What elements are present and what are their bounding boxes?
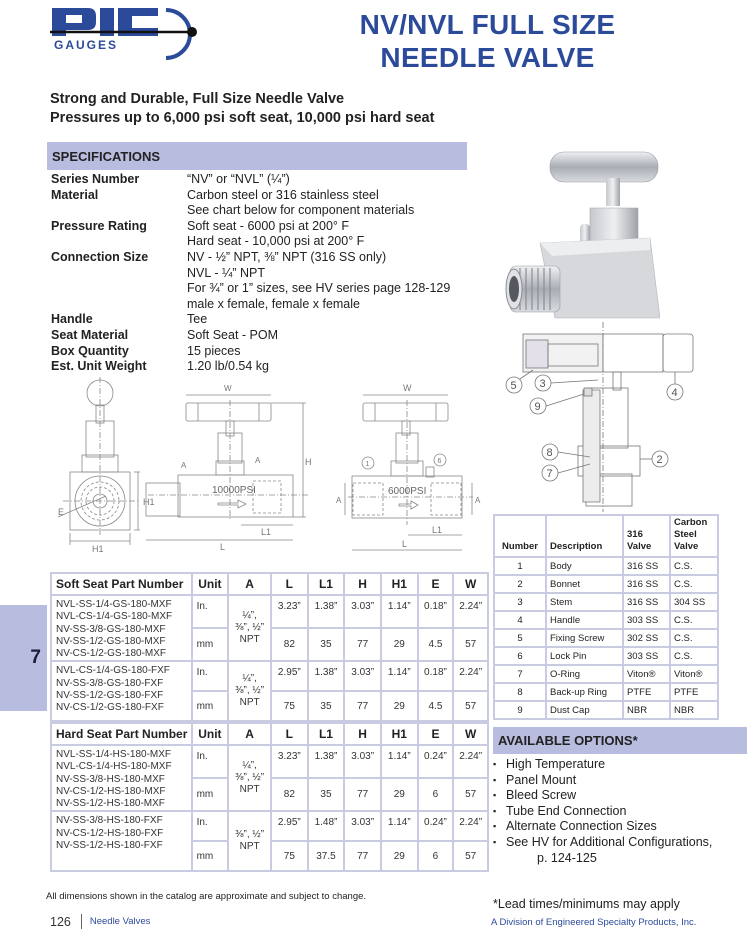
connection-size-cell xyxy=(228,811,271,871)
dim-value-inch: 2.24” xyxy=(453,811,488,841)
callout-6: 6 xyxy=(437,458,442,465)
connection-size-line: ⅜”, ½” xyxy=(235,622,265,634)
dim-value-inch: 3.03” xyxy=(344,595,381,628)
side-view-drawing-fxf xyxy=(345,395,473,550)
part-number: NVL-SS-1/4-HS-180-MXF xyxy=(56,749,172,760)
option-label: High Temperature xyxy=(506,757,606,771)
spec-values xyxy=(187,250,450,312)
col-hard-seat-part-number: Hard Seat Part Number xyxy=(51,723,192,745)
dim-value-mm: 35 xyxy=(308,691,345,721)
unit-mm: mm xyxy=(192,628,229,661)
component-number: 7 xyxy=(494,665,546,683)
part-row-inch xyxy=(51,661,488,691)
hard-seat-table xyxy=(50,722,489,872)
component-316-material: 316 SS xyxy=(623,575,670,593)
unit-inch: In. xyxy=(192,811,229,841)
part-number: NV-SS-1/2-GS-180-FXF xyxy=(56,690,164,702)
option-item-continuation: p. 124-125 xyxy=(537,850,597,865)
dim-value-mm: 35 xyxy=(308,778,345,811)
part-number: NV-SS-3/8-GS-180-MXF xyxy=(56,623,166,635)
dim-value-mm: 82 xyxy=(271,778,308,811)
disclaimer: All dimensions shown in the catalog are approximate and subject to change. xyxy=(46,891,367,902)
title-line-1: NV/NVL FULL SIZE xyxy=(359,9,616,40)
spec-value: Hard seat - 10,000 psi at 200° F xyxy=(187,234,365,249)
option-label: Panel Mount xyxy=(506,772,577,787)
spec-row xyxy=(51,312,471,328)
component-row xyxy=(494,701,718,719)
component-number: 5 xyxy=(494,629,546,647)
part-number: NV-SS-3/8-GS-180-FXF xyxy=(56,677,164,689)
dim-value-mm: 57 xyxy=(453,628,488,661)
callout-9: 9 xyxy=(534,401,541,413)
part-number: NV-SS-3/8-HS-180-FXF xyxy=(56,815,163,827)
component-316-material: Viton® xyxy=(623,665,670,683)
spec-row xyxy=(51,328,471,344)
dim-value-mm: 75 xyxy=(271,841,308,871)
col-a: A xyxy=(228,723,271,745)
bullet-icon: ▪ xyxy=(493,759,497,769)
spec-value: 1.20 lb/0.54 kg xyxy=(187,359,270,374)
component-number: 1 xyxy=(494,557,546,575)
dim-value-mm: 77 xyxy=(344,691,381,721)
callout-2: 2 xyxy=(656,454,663,466)
spec-value: Soft Seat - POM xyxy=(187,327,279,342)
spec-values xyxy=(187,219,364,250)
part-number: NVL-CS-1/4-GS-180-MXF xyxy=(56,611,173,623)
dim-value-inch: 1.38” xyxy=(308,661,345,691)
dim-label-a-soft-right: A xyxy=(475,496,481,505)
dim-value-mm: 37.5 xyxy=(308,841,345,871)
dim-value-inch: 2.24” xyxy=(453,745,488,778)
component-316-material: 316 SS xyxy=(623,557,670,575)
part-row-inch xyxy=(51,811,488,841)
part-number: NV-CS-1/2-GS-180-FXF xyxy=(56,702,164,714)
dim-value-mm: 77 xyxy=(344,841,381,871)
part-number: NV-SS-1/2-GS-180-MXF xyxy=(56,635,166,647)
component-cs-material: C.S. xyxy=(670,611,718,629)
connection-size-line: ⅜”, ½” xyxy=(235,772,265,784)
dimension-drawings xyxy=(48,375,488,555)
callout-1: 1 xyxy=(365,461,370,468)
spec-values xyxy=(187,172,290,188)
page-number: 126 xyxy=(50,914,71,929)
connection-size-line: ¼”, xyxy=(242,760,257,772)
page-footer xyxy=(50,914,150,929)
dim-value-inch: 3.03” xyxy=(344,745,381,778)
col-l1: L1 xyxy=(308,573,345,595)
component-cs-material: 304 SS xyxy=(670,593,718,611)
component-description: Dust Cap xyxy=(546,701,623,719)
dim-value-mm: 77 xyxy=(344,628,381,661)
bullet-icon: ▪ xyxy=(493,790,497,801)
unit-mm: mm xyxy=(192,841,229,871)
connection-size-line: ⅜”, ½” xyxy=(235,685,265,697)
spec-row xyxy=(51,359,471,375)
part-number: NV-SS-1/2-HS-180-MXF xyxy=(56,798,165,810)
logo-subtext: GAUGES xyxy=(54,38,119,52)
component-description: Lock Pin xyxy=(546,647,623,665)
dim-value-mm: 4.5 xyxy=(418,628,454,661)
col-e: E xyxy=(418,573,454,595)
spec-value: male x female, female x female xyxy=(187,296,360,311)
component-cs-material: C.S. xyxy=(670,629,718,647)
col-l: L xyxy=(271,723,308,745)
connection-size-line: NPT xyxy=(239,697,260,709)
spec-row xyxy=(51,344,471,360)
spec-row xyxy=(51,219,471,250)
col-unit: Unit xyxy=(192,573,229,595)
dim-value-mm: 4.5 xyxy=(418,691,454,721)
component-description: Body xyxy=(546,557,623,575)
spec-value: Soft seat - 6000 psi at 200° F xyxy=(187,218,350,233)
dim-value-inch: 1.38” xyxy=(308,595,345,628)
part-numbers-cell xyxy=(51,745,192,811)
dim-value-inch: 0.24” xyxy=(418,811,454,841)
component-number: 2 xyxy=(494,575,546,593)
connection-size-line: ¼”, xyxy=(242,610,257,622)
dim-label-a-left: A xyxy=(181,461,187,470)
dim-value-inch: 1.14” xyxy=(381,661,418,691)
dim-value-mm: 57 xyxy=(453,691,488,721)
component-cs-material: Viton® xyxy=(670,665,718,683)
spec-label: Series Number xyxy=(51,172,140,186)
dim-label-h1-bottom: H1 xyxy=(92,544,104,554)
connection-size-cell xyxy=(228,595,271,661)
unit-inch: In. xyxy=(192,661,229,691)
component-number: 6 xyxy=(494,647,546,665)
spec-label: Seat Material xyxy=(51,327,129,342)
dim-value-inch: 2.24” xyxy=(453,595,488,628)
spec-value: See chart below for component materials xyxy=(187,203,415,218)
spec-row xyxy=(51,250,471,312)
dim-label-w-soft: W xyxy=(403,383,412,393)
chapter-tab: 7 xyxy=(0,605,47,711)
component-316-material: PTFE xyxy=(623,683,670,701)
dim-value-inch: 1.14” xyxy=(381,811,418,841)
option-item xyxy=(493,773,712,789)
part-number: NV-SS-1/2-HS-180-FXF xyxy=(56,840,163,852)
soft-seat-pressure-label: 6000PSI xyxy=(388,486,427,497)
dim-value-mm: 82 xyxy=(271,628,308,661)
dim-value-inch: 2.95” xyxy=(271,661,308,691)
front-view-drawing xyxy=(58,377,140,545)
spec-row xyxy=(51,188,471,219)
component-row xyxy=(494,647,718,665)
part-number: NVL-SS-1/4-GS-180-MXF xyxy=(56,599,172,610)
dim-value-inch: 1.48” xyxy=(308,811,345,841)
spec-values xyxy=(187,188,414,219)
component-row xyxy=(494,683,718,701)
spec-values xyxy=(187,359,269,375)
col-description: Description xyxy=(546,515,623,557)
part-number: NV-CS-1/2-HS-180-MXF xyxy=(56,785,166,797)
dim-value-inch: 3.23” xyxy=(271,595,308,628)
connection-size-line: NPT xyxy=(239,634,260,646)
dim-label-e: E xyxy=(58,507,65,517)
spec-values xyxy=(187,344,241,360)
component-number: 9 xyxy=(494,701,546,719)
option-label: Tube End Connection xyxy=(506,803,627,818)
component-description: Handle xyxy=(546,611,623,629)
hard-seat-header-row xyxy=(51,723,488,745)
spec-label: Handle xyxy=(51,312,93,327)
spec-label: Pressure Rating xyxy=(51,218,147,233)
unit-inch: In. xyxy=(192,745,229,778)
component-cs-material: C.S. xyxy=(670,575,718,593)
spec-value: 15 pieces xyxy=(187,343,241,358)
spec-values xyxy=(187,312,207,328)
connection-size-cell xyxy=(228,661,271,721)
dim-value-inch: 3.03” xyxy=(344,811,381,841)
spec-value: “NV” or “NVL” (¼”) xyxy=(187,172,290,186)
col-316-valve: 316 Valve xyxy=(623,515,670,557)
dim-value-mm: 75 xyxy=(271,691,308,721)
component-description: O-Ring xyxy=(546,665,623,683)
footer-section-name: Needle Valves xyxy=(89,916,151,927)
col-h1: H1 xyxy=(381,573,418,595)
component-316-material: 302 SS xyxy=(623,629,670,647)
part-number: NV-SS-3/8-HS-180-MXF xyxy=(56,773,165,785)
dim-value-mm: 6 xyxy=(418,841,454,871)
dim-value-mm: 6 xyxy=(418,778,454,811)
part-row-inch xyxy=(51,595,488,628)
dim-value-mm: 57 xyxy=(453,778,488,811)
hard-seat-pressure-label: 10000PSI xyxy=(212,485,256,496)
component-description: Stem xyxy=(546,593,623,611)
dim-label-h1-side: H1 xyxy=(143,497,155,507)
subtitle-line-1: Strong and Durable, Full Size Needle Valve xyxy=(50,91,345,107)
col-h1: H1 xyxy=(381,723,418,745)
dim-label-l-soft: L xyxy=(402,539,408,549)
dim-value-inch: 0.18” xyxy=(418,661,454,691)
option-item xyxy=(493,788,712,804)
components-header-row xyxy=(494,515,718,557)
cross-section-drawing xyxy=(498,322,703,512)
option-item xyxy=(493,757,712,773)
soft-seat-header-row xyxy=(51,573,488,595)
dim-value-mm: 29 xyxy=(381,841,418,871)
col-h: H xyxy=(344,573,381,595)
unit-mm: mm xyxy=(192,778,229,811)
part-numbers-cell xyxy=(51,661,192,721)
options-list xyxy=(493,757,712,866)
component-number: 3 xyxy=(494,593,546,611)
component-row xyxy=(494,575,718,593)
part-number: NV-CS-1/2-GS-180-MXF xyxy=(56,648,167,660)
subtitle xyxy=(50,90,434,128)
col-w: W xyxy=(453,573,488,595)
bullet-icon: ▪ xyxy=(493,774,497,785)
part-numbers-cell xyxy=(51,595,192,661)
bullet-icon: ▪ xyxy=(493,805,497,816)
callout-7: 7 xyxy=(546,468,553,480)
bullet-icon: ▪ xyxy=(493,821,497,832)
part-number: NVL-CS-1/4-GS-180-FXF xyxy=(56,665,170,677)
component-description: Back-up Ring xyxy=(546,683,623,701)
component-row xyxy=(494,665,718,683)
pic-gauges-logo xyxy=(48,2,228,64)
spec-value: Carbon steel or 316 stainless steel xyxy=(187,187,379,202)
dim-label-a-right: A xyxy=(255,456,261,465)
spec-value: NVL - ¼” NPT xyxy=(187,265,266,280)
component-cs-material: PTFE xyxy=(670,683,718,701)
callout-5: 5 xyxy=(510,380,517,392)
spec-label: Box Quantity xyxy=(51,343,129,358)
dim-value-inch: 2.95” xyxy=(271,811,308,841)
spec-row xyxy=(51,172,471,188)
component-number: 8 xyxy=(494,683,546,701)
dim-value-inch: 0.18” xyxy=(418,595,454,628)
side-view-drawing-mxf xyxy=(146,395,308,540)
component-cs-material: C.S. xyxy=(670,557,718,575)
component-row xyxy=(494,629,718,647)
title-line-2: NEEDLE VALVE xyxy=(380,42,595,73)
callout-3: 3 xyxy=(539,378,546,390)
option-item xyxy=(493,835,712,851)
spec-label: Connection Size xyxy=(51,249,149,264)
dim-label-w-side: W xyxy=(224,384,232,393)
component-description: Bonnet xyxy=(546,575,623,593)
part-number: NV-CS-1/2-HS-180-FXF xyxy=(56,827,164,839)
division-text: A Division of Engineered Specialty Products, Inc. xyxy=(491,917,697,928)
dim-value-mm: 29 xyxy=(381,628,418,661)
component-cs-material: C.S. xyxy=(670,647,718,665)
unit-mm: mm xyxy=(192,691,229,721)
connection-size-line: NPT xyxy=(239,841,260,853)
page-title xyxy=(320,8,655,74)
col-number: Number xyxy=(494,515,546,557)
spec-value: For ¾” or 1” sizes, see HV series page 128-129 xyxy=(187,281,451,296)
available-options-heading: AVAILABLE OPTIONS* xyxy=(493,727,747,754)
lead-time-note: *Lead times/minimums may apply xyxy=(493,897,680,911)
dim-value-inch: 3.03” xyxy=(344,661,381,691)
connection-size-cell xyxy=(228,745,271,811)
option-label: Alternate Connection Sizes xyxy=(506,819,657,834)
spec-values xyxy=(187,328,278,344)
part-number: NVL-CS-1/4-HS-180-MXF xyxy=(56,761,172,773)
dim-value-mm: 77 xyxy=(344,778,381,811)
dim-value-inch: 3.23” xyxy=(271,745,308,778)
footer-divider xyxy=(81,914,82,929)
soft-seat-table xyxy=(50,572,489,722)
spec-label: Material xyxy=(51,187,99,202)
dim-label-l1-soft: L1 xyxy=(432,525,443,535)
option-item xyxy=(493,804,712,820)
col-h: H xyxy=(344,723,381,745)
component-row xyxy=(494,557,718,575)
dim-value-mm: 29 xyxy=(381,778,418,811)
option-item xyxy=(493,819,712,835)
col-carbon-steel-valve: Carbon Steel Valve xyxy=(670,515,718,557)
col-w: W xyxy=(453,723,488,745)
option-label: Bleed Screw xyxy=(506,788,577,803)
component-316-material: 303 SS xyxy=(623,647,670,665)
col-soft-seat-part-number: Soft Seat Part Number xyxy=(51,573,192,595)
component-row xyxy=(494,611,718,629)
spec-value: Tee xyxy=(187,312,208,327)
dim-value-mm: 29 xyxy=(381,691,418,721)
callout-8: 8 xyxy=(546,447,553,459)
component-316-material: 316 SS xyxy=(623,593,670,611)
dim-label-a-soft-left: A xyxy=(336,496,342,505)
component-number: 4 xyxy=(494,611,546,629)
connection-size-line: ¼”, xyxy=(242,673,257,685)
part-row-inch xyxy=(51,745,488,778)
option-label: See HV for Additional Configurations, xyxy=(506,834,713,849)
components-table xyxy=(493,514,719,720)
connection-size-line: ⅜”, ½” xyxy=(235,829,265,841)
component-description: Fixing Screw xyxy=(546,629,623,647)
subtitle-line-2: Pressures up to 6,000 psi soft seat, 10,000 psi hard seat xyxy=(50,110,435,126)
dim-value-inch: 1.38” xyxy=(308,745,345,778)
col-e: E xyxy=(418,723,454,745)
specifications-list xyxy=(51,172,471,375)
dim-value-inch: 1.14” xyxy=(381,595,418,628)
component-row xyxy=(494,593,718,611)
specifications-heading: SPECIFICATIONS xyxy=(47,142,467,170)
dim-label-h: H xyxy=(305,457,312,467)
bullet-icon: ▪ xyxy=(493,836,497,847)
col-l: L xyxy=(271,573,308,595)
col-unit: Unit xyxy=(192,723,229,745)
col-a: A xyxy=(228,573,271,595)
part-numbers-cell xyxy=(51,811,192,871)
component-316-material: NBR xyxy=(623,701,670,719)
spec-label: Est. Unit Weight xyxy=(51,359,147,374)
unit-inch: In. xyxy=(192,595,229,628)
dim-value-inch: 0.24” xyxy=(418,745,454,778)
dim-label-l1-side: L1 xyxy=(261,527,272,537)
spec-value: NV - ½” NPT, ⅜” NPT (316 SS only) xyxy=(187,249,387,264)
col-l1: L1 xyxy=(308,723,345,745)
dim-value-inch: 1.14” xyxy=(381,745,418,778)
dim-value-mm: 57 xyxy=(453,841,488,871)
callout-4: 4 xyxy=(671,387,678,399)
needle-valve-photo xyxy=(500,138,660,323)
component-316-material: 303 SS xyxy=(623,611,670,629)
dim-value-mm: 35 xyxy=(308,628,345,661)
dim-value-inch: 2.24” xyxy=(453,661,488,691)
dim-label-l-side: L xyxy=(220,542,226,552)
connection-size-line: NPT xyxy=(239,784,260,796)
component-cs-material: NBR xyxy=(670,701,718,719)
